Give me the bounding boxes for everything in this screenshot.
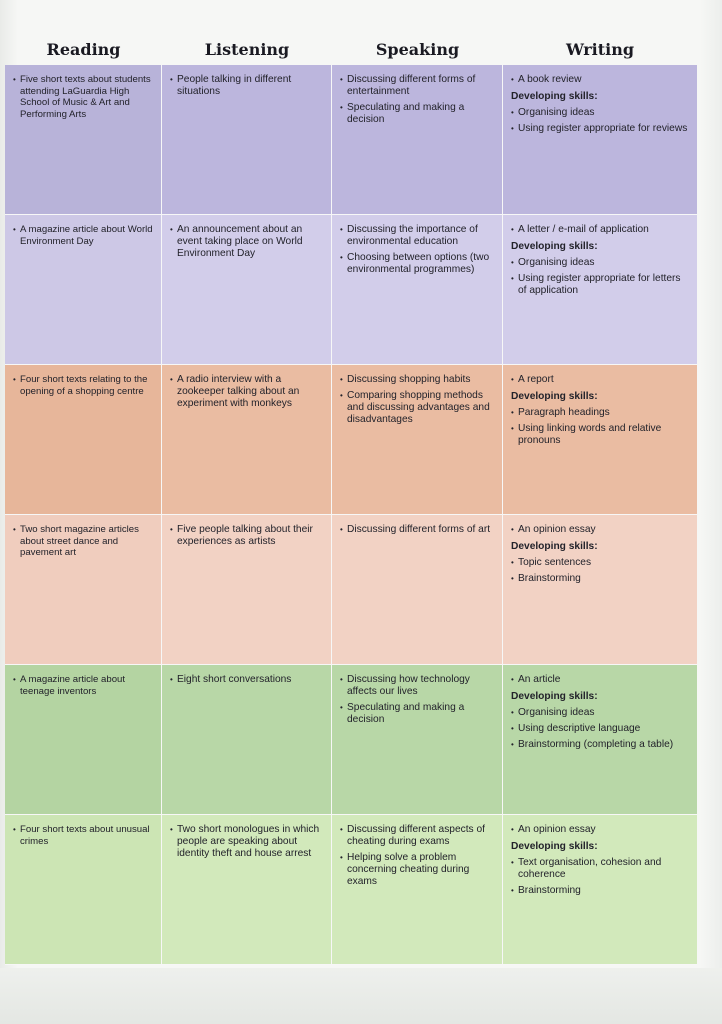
- writing-task: • A report: [511, 374, 691, 386]
- reading-cell: [5, 815, 162, 965]
- listening-cell: [162, 65, 332, 215]
- skill-item: • Brainstorming (completing a table): [511, 739, 691, 751]
- bullet-item: • Discussing different forms of entertainment: [340, 74, 496, 98]
- header-reading: Reading: [46, 40, 121, 59]
- skill-item: • Using register appropriate for letters of application: [511, 273, 691, 297]
- table-row: [5, 365, 697, 515]
- bullet-item: • Helping solve a problem concerning cheating during exams: [340, 852, 496, 888]
- reading-cell: [5, 665, 162, 815]
- bullet-item: • A magazine article about World Environment Day: [13, 224, 155, 247]
- reading-cell: [5, 515, 162, 665]
- bullet-item: • Four short texts about unusual crimes: [13, 824, 155, 847]
- bullet-item: • Eight short conversations: [170, 674, 325, 686]
- bullet-item: • Discussing the importance of environmental education: [340, 224, 496, 248]
- bullet-item: • Four short texts relating to the opening of a shopping centre: [13, 374, 155, 397]
- skill-item: • Organising ideas: [511, 257, 691, 269]
- bullet-item: • Choosing between options (two environmental programmes): [340, 252, 496, 276]
- bullet-item: • Five people talking about their experiences as artists: [170, 524, 325, 548]
- speaking-cell: [332, 815, 503, 965]
- writing-task: • An opinion essay: [511, 524, 691, 536]
- developing-skills-label: Developing skills:: [511, 391, 598, 402]
- developing-skills-label: Developing skills:: [511, 691, 598, 702]
- speaking-cell: [332, 65, 503, 215]
- bullet-item: • Comparing shopping methods and discussing advantages and disadvantages: [340, 390, 496, 426]
- developing-skills-label: Developing skills:: [511, 541, 598, 552]
- skill-item: • Using descriptive language: [511, 723, 691, 735]
- bullet-item: • An announcement about an event taking place on World Environment Day: [170, 224, 325, 260]
- writing-cell: [503, 65, 697, 215]
- writing-cell: [503, 665, 697, 815]
- writing-cell: [503, 215, 697, 365]
- bullet-item: • Discussing how technology affects our lives: [340, 674, 496, 698]
- reading-cell: [5, 365, 162, 515]
- reading-cell: [5, 215, 162, 365]
- skill-item: • Organising ideas: [511, 707, 691, 719]
- developing-skills-label: Developing skills:: [511, 241, 598, 252]
- bullet-item: • Five short texts about students attending LaGuardia High School of Music & Art and Performing Arts: [13, 74, 155, 120]
- writing-task: • An article: [511, 674, 691, 686]
- header-speaking: Speaking: [375, 40, 460, 59]
- skill-item: • Using linking words and relative pronouns: [511, 423, 691, 447]
- bullet-item: • Discussing shopping habits: [340, 374, 496, 386]
- listening-cell: [162, 515, 332, 665]
- skill-item: • Organising ideas: [511, 107, 691, 119]
- skill-item: • Topic sentences: [511, 557, 691, 569]
- skill-item: • Brainstorming: [511, 573, 691, 585]
- developing-skills-label: Developing skills:: [511, 91, 598, 102]
- writing-cell: [503, 515, 697, 665]
- syllabus-table: [5, 65, 697, 965]
- table-header: [5, 36, 697, 64]
- bullet-item: • Two short magazine articles about street dance and pavement art: [13, 524, 155, 559]
- page-bottom: [0, 968, 722, 1024]
- developing-skills-label: Developing skills:: [511, 841, 598, 852]
- table-row: [5, 665, 697, 815]
- bullet-item: • Two short monologues in which people are speaking about identity theft and house arrest: [170, 824, 325, 860]
- listening-cell: [162, 365, 332, 515]
- table-row: [5, 215, 697, 365]
- skill-item: • Text organisation, cohesion and coherence: [511, 857, 691, 881]
- listening-cell: [162, 815, 332, 965]
- skill-item: • Paragraph headings: [511, 407, 691, 419]
- header-writing: Writing: [565, 40, 635, 59]
- skill-item: • Brainstorming: [511, 885, 691, 897]
- speaking-cell: [332, 515, 503, 665]
- table-row: [5, 515, 697, 665]
- writing-task: • A letter / e-mail of application: [511, 224, 691, 236]
- bullet-item: • Speculating and making a decision: [340, 702, 496, 726]
- speaking-cell: [332, 665, 503, 815]
- bullet-item: • People talking in different situations: [170, 74, 325, 98]
- bullet-item: • Speculating and making a decision: [340, 102, 496, 126]
- table-row: [5, 815, 697, 965]
- writing-task: • An opinion essay: [511, 824, 691, 836]
- bullet-item: • A radio interview with a zookeeper talking about an experiment with monkeys: [170, 374, 325, 410]
- header-listening: Listening: [204, 40, 290, 59]
- skill-item: • Using register appropriate for reviews: [511, 123, 691, 135]
- bullet-item: • Discussing different forms of art: [340, 524, 496, 536]
- bullet-item: • A magazine article about teenage inventors: [13, 674, 155, 697]
- writing-cell: [503, 815, 697, 965]
- speaking-cell: [332, 215, 503, 365]
- writing-task: • A book review: [511, 74, 691, 86]
- bullet-item: • Discussing different aspects of cheating during exams: [340, 824, 496, 848]
- listening-cell: [162, 665, 332, 815]
- reading-cell: [5, 65, 162, 215]
- listening-cell: [162, 215, 332, 365]
- table-row: [5, 65, 697, 215]
- writing-cell: [503, 365, 697, 515]
- speaking-cell: [332, 365, 503, 515]
